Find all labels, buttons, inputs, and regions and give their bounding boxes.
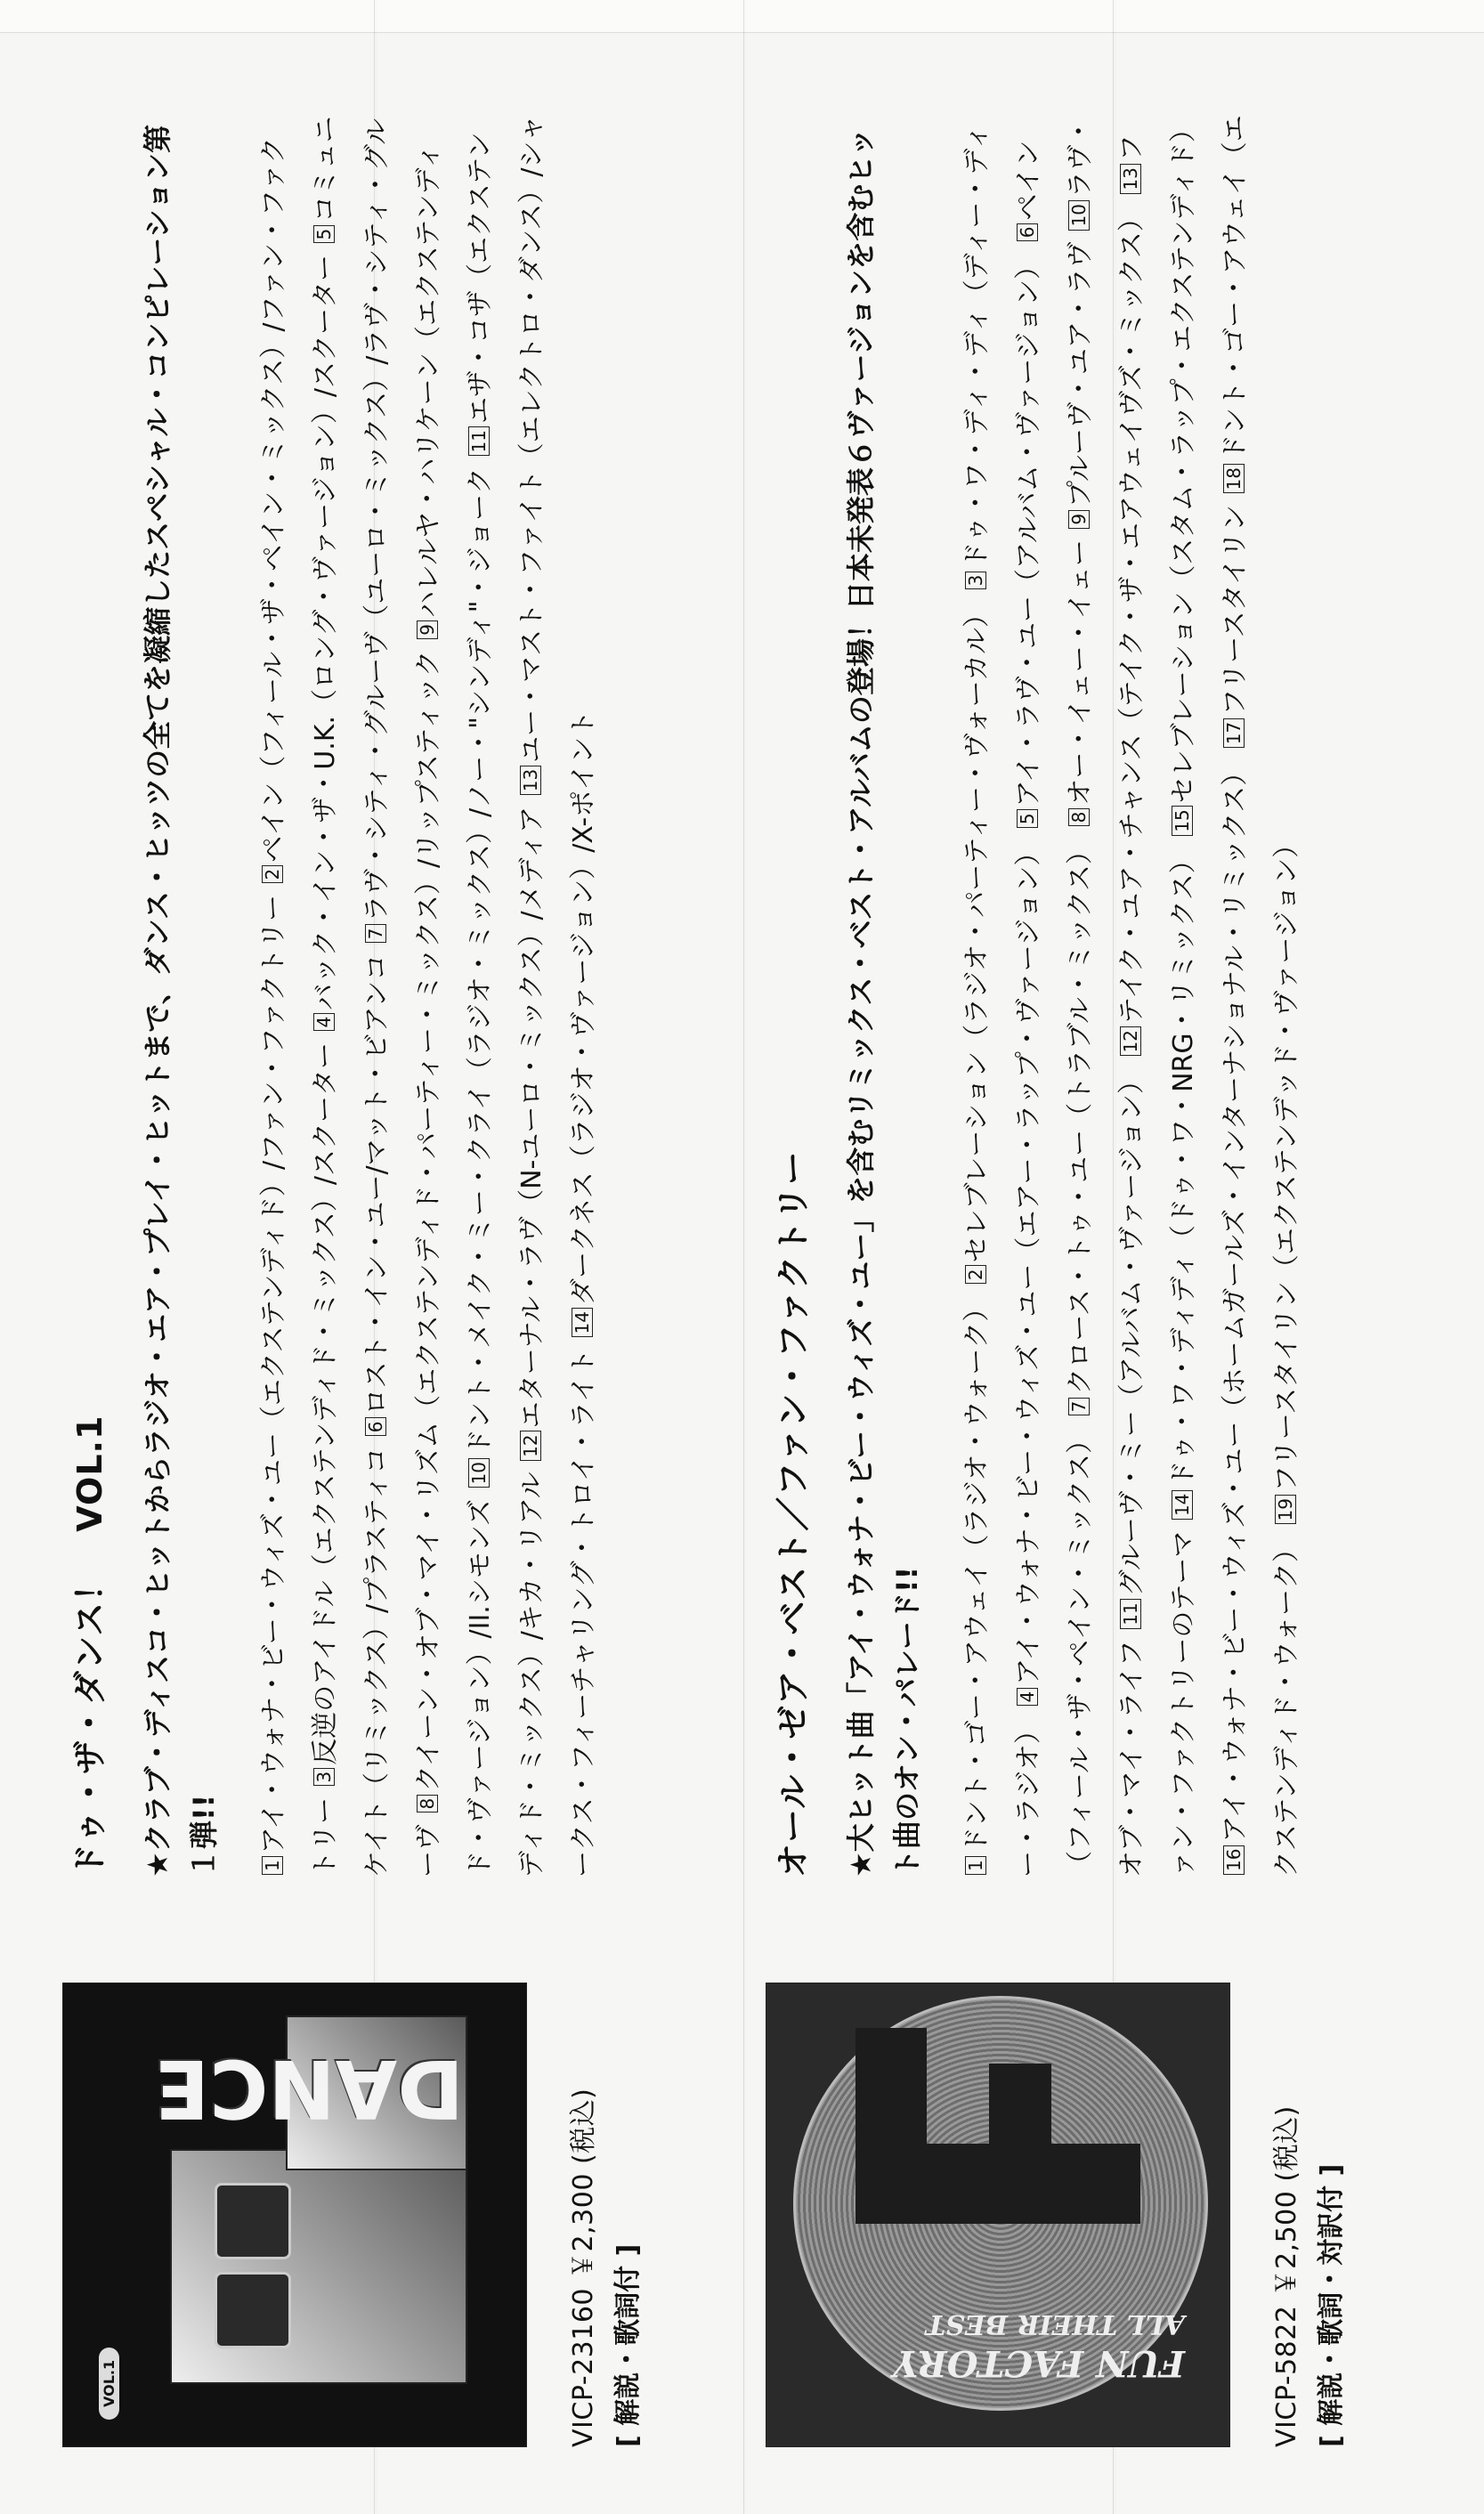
track-title: ファン・ファクトリーのテーマ: [1116, 134, 1199, 1877]
album-description: ★クラブ・ディスコ・ヒットからラジオ・エア・プレイ・ヒットまで、ダンス・ヒッツの全てを凝縮したスペシャル・コンピレーション第１弾!!: [141, 124, 221, 1877]
track-number: 1: [965, 1856, 986, 1875]
track-number: 12: [520, 1431, 541, 1460]
track-number: 10: [468, 1458, 490, 1488]
track-title: ラヴ・オブ・マイ・ライフ: [1065, 118, 1147, 1877]
album-info: [766, 115, 1313, 1877]
track-number: 10: [1068, 200, 1090, 230]
track-number: 2: [965, 1265, 986, 1284]
track-title: フリースタイリン（エクステンデッド・ヴァージョン）: [1271, 831, 1302, 1492]
track-title: ドント・ゴー・アウェイ（ラジオ・ウォーク）: [961, 1294, 993, 1854]
track-item: [258, 895, 289, 1877]
liner-notes-line: [ 解説・歌詞付 ]: [612, 2243, 644, 2447]
track-number: 7: [365, 925, 386, 944]
track-title: ペイン（フィール・ザ・ペイン・ミックス）: [1013, 140, 1096, 1877]
album-entry-do-the-dance: [62, 88, 703, 2447]
track-title: ハレルヤ・ハリケーン（エクステンディド・ヴァージョン）/II.シモンズ: [413, 142, 496, 1877]
track-number: 11: [1120, 1599, 1141, 1628]
track-list: [952, 115, 1313, 1877]
track-number: 13: [1120, 164, 1141, 193]
track-item: [961, 601, 993, 1286]
track-title: アイ・ウォナ・ビー・ウィズ・ユー（ホームガールズ・インターナショナル・リミックス）: [1220, 758, 1251, 1843]
track-title: ダークネス（ラジオ・ヴァージョン）/X-ポイント: [568, 710, 599, 1305]
track-title: コミュニケイト（リミックス）/プラスティコ: [310, 116, 393, 1877]
track-item: [1116, 205, 1147, 1058]
track-number: 5: [1017, 809, 1038, 828]
track-number: 4: [313, 1013, 335, 1032]
track-title: ユー・マスト・ファイト（エレクトロ・ダンス）/シャークス・フィーチャリング・トロイ・ライト: [516, 115, 599, 1877]
cover-subtitle: ALL THEIR BEST: [925, 2308, 1185, 2340]
track-title: クロース・トゥ・ユー（トラブル・ミックス）: [1065, 837, 1096, 1395]
track-title: アイ・ウォナ・ビー・ウィズ・ユー（エアー・ラップ・ヴァージョン）: [1013, 839, 1044, 1685]
track-number: 1: [262, 1856, 283, 1875]
track-title: セレブレーション（スタム・ラップ・エクステンディド）: [1168, 116, 1199, 804]
track-number: 3: [965, 572, 986, 590]
cover-f-shape: [856, 2028, 927, 2224]
track-item: [310, 1042, 341, 1788]
track-item: [1065, 241, 1096, 531]
album-cover-all-their-best: [766, 1983, 1230, 2447]
track-number: 6: [1017, 223, 1038, 242]
track-item: [1065, 539, 1096, 829]
track-item: [1220, 505, 1251, 750]
track-number: 9: [1068, 510, 1090, 529]
track-item: [1168, 847, 1199, 1522]
track-item: [1013, 253, 1044, 831]
track-title: プルーヴ・ユア・ラヴ: [1065, 241, 1096, 507]
track-title: セレブレーション（ラジオ・パーティー・ヴォーカル）: [961, 600, 993, 1263]
liner-notes-line: [ 解説・歌詞・対訳付 ]: [1316, 2163, 1347, 2447]
track-number: 2: [262, 865, 283, 884]
track-title: ドゥ・ワ・ディ・ディ（ディー・ディー・ラジオ）: [961, 124, 1044, 1877]
track-number: 13: [520, 766, 541, 795]
track-title: ドント・メイク・ミー・クライ（ラジオ・ミックス）/ノー・"シンディ"・ジョーク: [465, 466, 496, 1456]
cover-band-name: FUN FACTORY: [893, 2342, 1185, 2384]
track-title: バック・イン・ザ・U.K.（ロング・ヴァージョン）/スクーター: [310, 255, 341, 1010]
track-number: 17: [1223, 718, 1245, 748]
track-number: 6: [365, 1418, 386, 1437]
track-item: [516, 807, 547, 1464]
track-number: 8: [417, 1795, 438, 1813]
cover-block-hole: [215, 2183, 291, 2259]
track-number: 14: [572, 1308, 593, 1337]
track-title: ロスト・イン・ユー/マット・ビアンコ: [361, 953, 393, 1415]
fold-line: [743, 0, 744, 2514]
catalog-price-line: VICP-5822 ￥2,500 (税込): [1271, 2105, 1302, 2447]
track-title: フリースタイリン: [1220, 505, 1251, 716]
track-title: クイーン・オブ・マイ・リズム（エクステンディド・パーティー・ミックス）/リップスティック: [413, 650, 444, 1792]
track-title: ペイン（フィール・ザ・ペイン・ミックス）/ファン・ファクトリー: [258, 136, 341, 1877]
album-cover-do-the-dance: [62, 1983, 527, 2447]
track-item: [465, 467, 496, 1491]
track-number: 12: [1120, 1026, 1141, 1056]
track-title: ラヴ・シティ・グルーヴ（ユーロ・ミックス）/ラヴ・シティ・グルーヴ: [361, 118, 444, 1877]
track-title: アイ・ウォナ・ビー・ウィズ・ユー（エクステンディド）/ファン・ファクトリー: [258, 895, 289, 1854]
track-number: 11: [468, 426, 490, 456]
track-number: 9: [417, 620, 438, 639]
album-description: ★大ヒット曲「アイ・ウォナ・ビー・ウィズ・ユー」を含むリミックス・ベスト・アルバムの登場！日本未発表６ヴァージョンを含むヒット曲のオン・パレード!!: [844, 127, 924, 1877]
paper-edge: [0, 0, 1484, 33]
cover-f-shape: [989, 2064, 1051, 2224]
track-title: アイ・ラヴ・ユー（アルバム・ヴァージョン）: [1013, 252, 1044, 807]
track-number: 16: [1223, 1845, 1245, 1875]
track-title: ドゥ・ワ・ディディ（ドゥ・ワ・NRG・リミックス）: [1168, 847, 1199, 1488]
track-item: [310, 255, 341, 1034]
track-item: [568, 710, 599, 1341]
album-entry-all-their-best: [766, 88, 1442, 2447]
track-number: 18: [1223, 464, 1245, 493]
track-number: 3: [313, 1768, 335, 1787]
track-item: [1013, 839, 1044, 1709]
track-item: [1220, 759, 1251, 1877]
track-number: 5: [313, 225, 335, 244]
track-item: [413, 650, 444, 1815]
track-title: ドント・ゴー・アウェイ（エクステンディド・ウォーク）: [1220, 115, 1302, 1877]
track-title: 反逆のアイドル（エクステンディド・ミックス）/スクーター: [310, 1042, 341, 1765]
cover-block-shape: [170, 2149, 467, 2384]
track-item: [1116, 1067, 1147, 1632]
track-item: [961, 1295, 993, 1877]
album-title: オール・ゼア・ベスト／ファン・ファクトリー: [774, 1150, 813, 1877]
cover-block-hole: [215, 2272, 291, 2348]
cover-volume-label: VOL.1: [99, 2348, 119, 2420]
album-info: [62, 115, 610, 1877]
album-title: ドゥ・ザ・ダンス！ VOL.1: [70, 1415, 109, 1877]
track-number: 4: [1017, 1688, 1038, 1707]
track-item: [361, 954, 393, 1439]
track-item: [1168, 116, 1199, 839]
track-title: グルーヴ・ミー（アルバム・ヴァージョン）: [1116, 1066, 1147, 1597]
track-number: 8: [1068, 808, 1090, 827]
track-number: 7: [1068, 1398, 1090, 1416]
track-number: 19: [1275, 1495, 1296, 1524]
track-title: エザ・コザ（エクステンディド・ミックス）/キカ・リアル: [465, 132, 547, 1877]
track-list: [248, 115, 610, 1877]
track-item: [1271, 831, 1302, 1528]
track-title: テイク・ユア・チャンス（テイク・ザ・エアウェイヴズ・ミックス）: [1116, 205, 1147, 1024]
track-title: オー・イェー・イェー: [1065, 539, 1096, 806]
catalog-price-line: VICP-23160 ￥2,300 (税込): [568, 2088, 599, 2447]
cover-dance-word: DANCE: [154, 2041, 464, 2135]
track-number: 14: [1172, 1490, 1193, 1520]
track-title: エターナル・ラヴ（N-ユーロ・ミックス）/メディア: [516, 806, 547, 1429]
track-number: 15: [1172, 806, 1193, 835]
track-item: [1065, 838, 1096, 1418]
